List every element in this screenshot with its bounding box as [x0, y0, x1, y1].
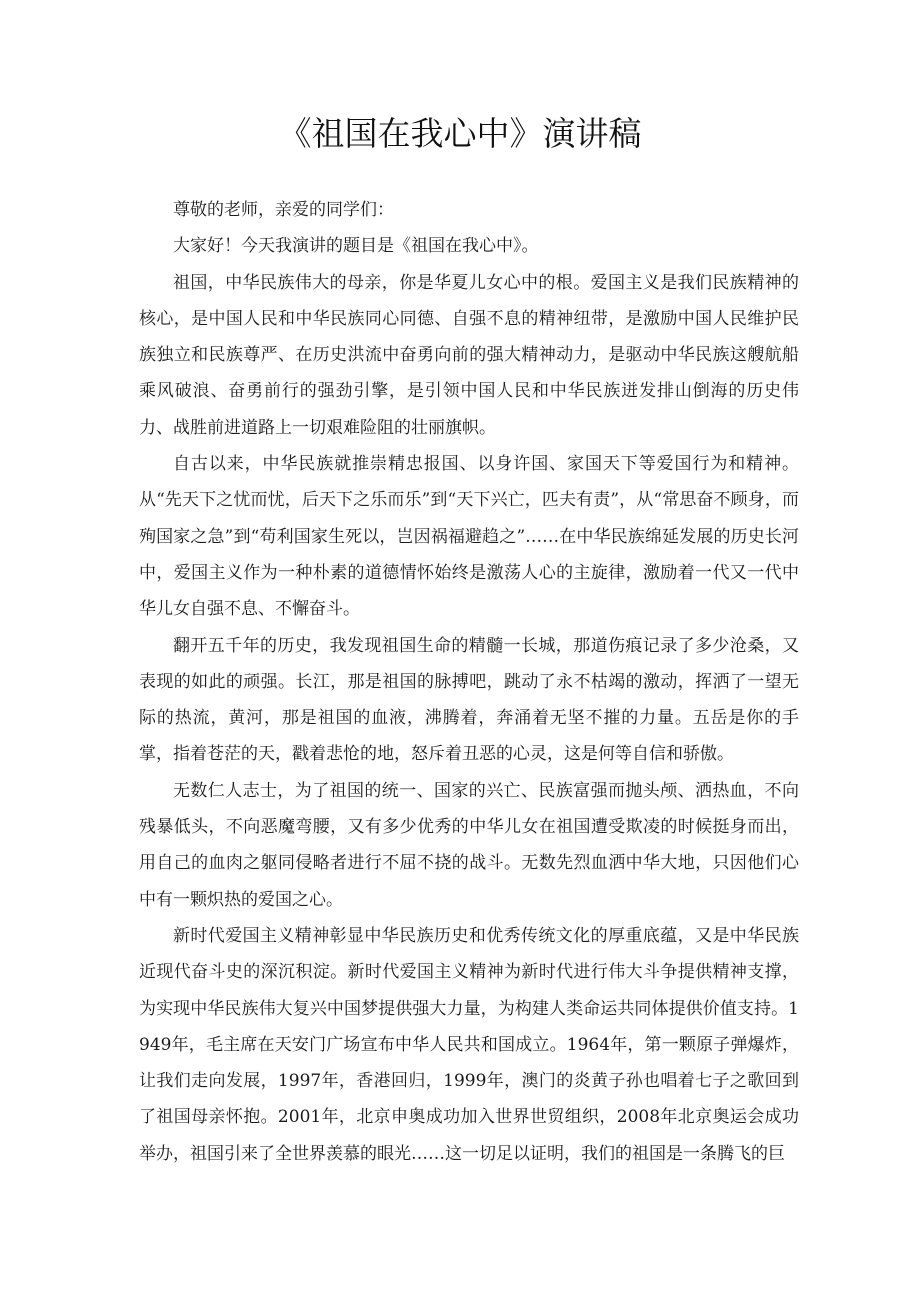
body-paragraph: 祖国，中华民族伟大的母亲，你是华夏儿女心中的根。爱国主义是我们民族精神的核心，是中国人民和中华民族同心同德、自强不息的精神纽带，是激励中国人民维护民族独立和民族尊严、在历史洪流中奋勇向前的强大精神动力，是驱动中华民族这艘航船乘风破浪、奋勇前行的强劲引擎，是引领中国人民和中华民族迸发排山倒海的历史伟力、战胜前进道路上一切艰难险阻的壮丽旗帜。 [139, 272, 799, 438]
document-body [139, 192, 799, 1172]
body-paragraph: 无数仁人志士，为了祖国的统一、国家的兴亡、民族富强而抛头颅、洒热血，不向残暴低头，不向恶魔弯腰，又有多少优秀的中华儿女在祖国遭受欺凌的时候挺身而出，用自己的血肉之躯同侵略者进行不屈不挠的战斗。无数先烈血洒中华大地，只因他们心中有一颗炽热的爱国之心。 [139, 780, 799, 910]
document-title: 《祖国在我心中》演讲稿 [278, 114, 642, 153]
greeting-paragraph: 尊敬的老师，亲爱的同学们： [173, 200, 394, 220]
body-paragraph: 自古以来，中华民族就推崇精忠报国、以身许国、家国天下等爱国行为和精神。从“先天下之忧而忧，后天下之乐而乐”到“天下兴亡，匹夫有责”，从“常思奋不顾身，而殉国家之急”到“苟利国家生死以，岂因祸福避趋之”……在中华民族绵延发展的历史长河中，爱国主义作为一种朴素的道德情怀始终是激荡人心的主旋律，激励着一代又一代中华儿女自强不息、不懈奋斗。 [139, 454, 799, 620]
introduction-paragraph: 大家好！今天我演讲的题目是《祖国在我心中》。 [173, 236, 539, 257]
body-paragraph: 翻开五千年的历史，我发现祖国生命的精髓一长城，那道伤痕记录了多少沧桑，又表现的如此的顽强。长江，那是祖国的脉搏吧，跳动了永不枯竭的激动，挥洒了一望无际的热流，黄河，那是祖国的血液，沸腾着，奔涌着无坚不摧的力量。五岳是你的手掌，指着苍茫的天，戳着悲怆的地，怒斥着丑恶的心灵，这是何等自信和骄傲。 [139, 635, 799, 765]
body-paragraph: 新时代爱国主义精神彰显中华民族历史和优秀传统文化的厚重底蕴，又是中华民族近现代奋斗史的深沉积淀。新时代爱国主义精神为新时代进行伟大斗争提供精神支撑，为实现中华民族伟大复兴中国梦提供强大力量，为构建人类命运共同体提供价值支持。1949年，毛主席在天安门广场宣布中华人民共和国成立。1964年，第一颗原子弹爆炸，让我们走向发展，1997年，香港回归，1999年，澳门的炎黄子孙也唱着七子之歌回到了祖国母亲怀抱。2001年，北京申奥成功加入世界世贸组织，2008年北京奥运会成功举办，祖国引来了全世界羡慕的眼光……这一切足以证明，我们的祖国是一条腾飞的巨 [139, 925, 799, 1164]
